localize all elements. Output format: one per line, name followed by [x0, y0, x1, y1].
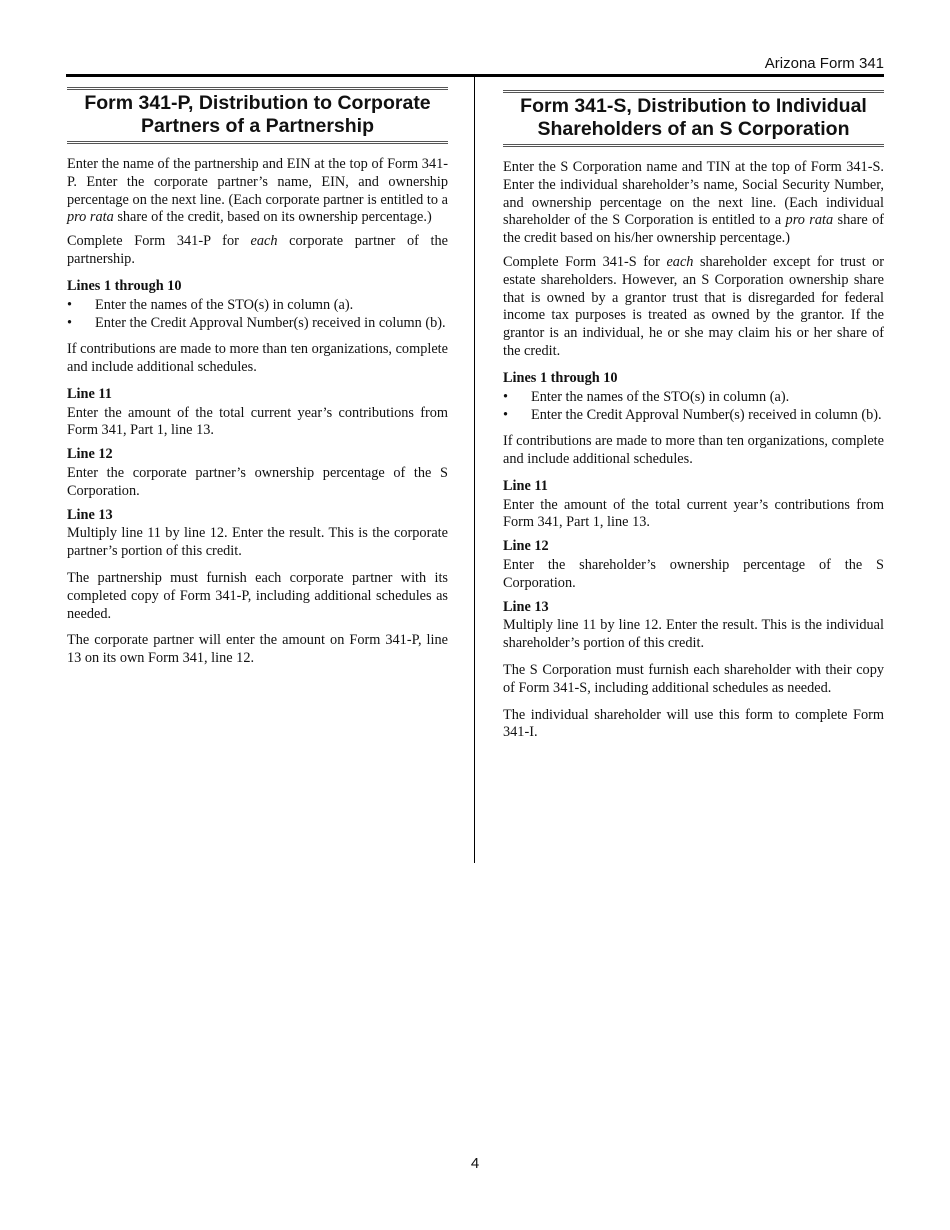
- heading-lines-1-10: Lines 1 through 10: [503, 369, 618, 386]
- list-item: • Enter the names of the STO(s) in column (a).: [67, 296, 354, 313]
- additional-schedules-paragraph: If contributions are made to more than ten organizations, complete and include additional schedules.: [67, 341, 448, 375]
- line-13-paragraph: Multiply line 11 by line 12. Enter the result. This is the individual shareholder’s portion of this credit.: [503, 617, 884, 652]
- line-13-paragraph: Multiply line 11 by line 12. Enter the result. This is the corporate partner’s portion of this credit.: [67, 525, 448, 560]
- list-item: • Enter the names of the STO(s) in column (a).: [503, 388, 790, 405]
- lines-1-10-list: [67, 297, 448, 334]
- furnish-paragraph: The S Corporation must furnish each shareholder with their copy of Form 341-S, including additional schedules as needed.: [503, 661, 884, 696]
- list-item: • Enter the Credit Approval Number(s) received in column (b).: [67, 315, 446, 332]
- lines-1-10-list: [503, 389, 884, 426]
- heading-line-13: Line 13: [67, 506, 113, 523]
- heading-line-11: Line 11: [67, 385, 112, 402]
- page-number: 4: [470, 1155, 480, 1172]
- column-divider: [474, 77, 475, 863]
- use-form-paragraph: The individual shareholder will use this form to complete Form 341-I.: [503, 706, 884, 741]
- complete-instruction: Complete Form 341-P for each corporate partner of the partnership.: [67, 233, 448, 267]
- title-line-2: Shareholders of an S Corporation: [537, 118, 850, 140]
- header-rule: [66, 74, 884, 77]
- intro-paragraph: Enter the name of the partnership and EIN at the top of Form 341-P. Enter the corporate partner’s name, EIN, and ownership percentage on the next line. (Each corporate partner is entitled to a pro rata share of the credit, based on its ownership percentage.): [67, 156, 448, 226]
- intro-paragraph: Enter the S Corporation name and TIN at the top of Form 341-S. Enter the individual shareholder’s name, Social Security Number, and ownership percentage on the next line. (Each individual shareholder of the S Corporation is entitled to a pro rata share of the credit based on his/her ownership percentage.): [503, 159, 884, 247]
- section-title-341s: [503, 90, 884, 147]
- right-column-341s: [503, 87, 884, 748]
- list-item: • Enter the Credit Approval Number(s) received in column (b).: [503, 407, 882, 424]
- form-label-header: Arizona Form 341: [764, 55, 884, 72]
- line-12-paragraph: Enter the shareholder’s ownership percentage of the S Corporation.: [503, 556, 884, 591]
- title-line-1: Form 341-S, Distribution to Individual: [520, 95, 867, 117]
- heading-line-12: Line 12: [503, 538, 549, 555]
- title-line-1: Form 341-P, Distribution to Corporate: [84, 92, 431, 114]
- heading-line-13: Line 13: [503, 598, 549, 615]
- complete-instruction: Complete Form 341-S for each shareholder except for trust or estate shareholders. However, an S Corporation ownership share that is owned by a grantor trust that is disregarded for federal income tax purposes is treated as owned by the grantor. If the grantor is an individual, he or she may claim his or her share of the credit.: [503, 253, 884, 359]
- heading-line-12: Line 12: [67, 446, 113, 463]
- furnish-paragraph: The partnership must furnish each corporate partner with its completed copy of Form 341-P, including additional schedules as needed.: [67, 569, 448, 622]
- left-column-341p: [67, 87, 448, 674]
- heading-lines-1-10: Lines 1 through 10: [67, 277, 182, 294]
- line-11-paragraph: Enter the amount of the total current year’s contributions from Form 341, Part 1, line 13.: [503, 496, 884, 531]
- section-title-341p: [67, 87, 448, 144]
- heading-line-11: Line 11: [503, 477, 548, 494]
- line-11-paragraph: Enter the amount of the total current year’s contributions from Form 341, Part 1, line 13.: [67, 404, 448, 439]
- line-12-paragraph: Enter the corporate partner’s ownership percentage of the S Corporation.: [67, 464, 448, 499]
- enter-amount-paragraph: The corporate partner will enter the amount on Form 341-P, line 13 on its own Form 341, line 12.: [67, 632, 448, 667]
- title-line-2: Partners of a Partnership: [141, 115, 374, 137]
- additional-schedules-paragraph: If contributions are made to more than ten organizations, complete and include additional schedules.: [503, 433, 884, 467]
